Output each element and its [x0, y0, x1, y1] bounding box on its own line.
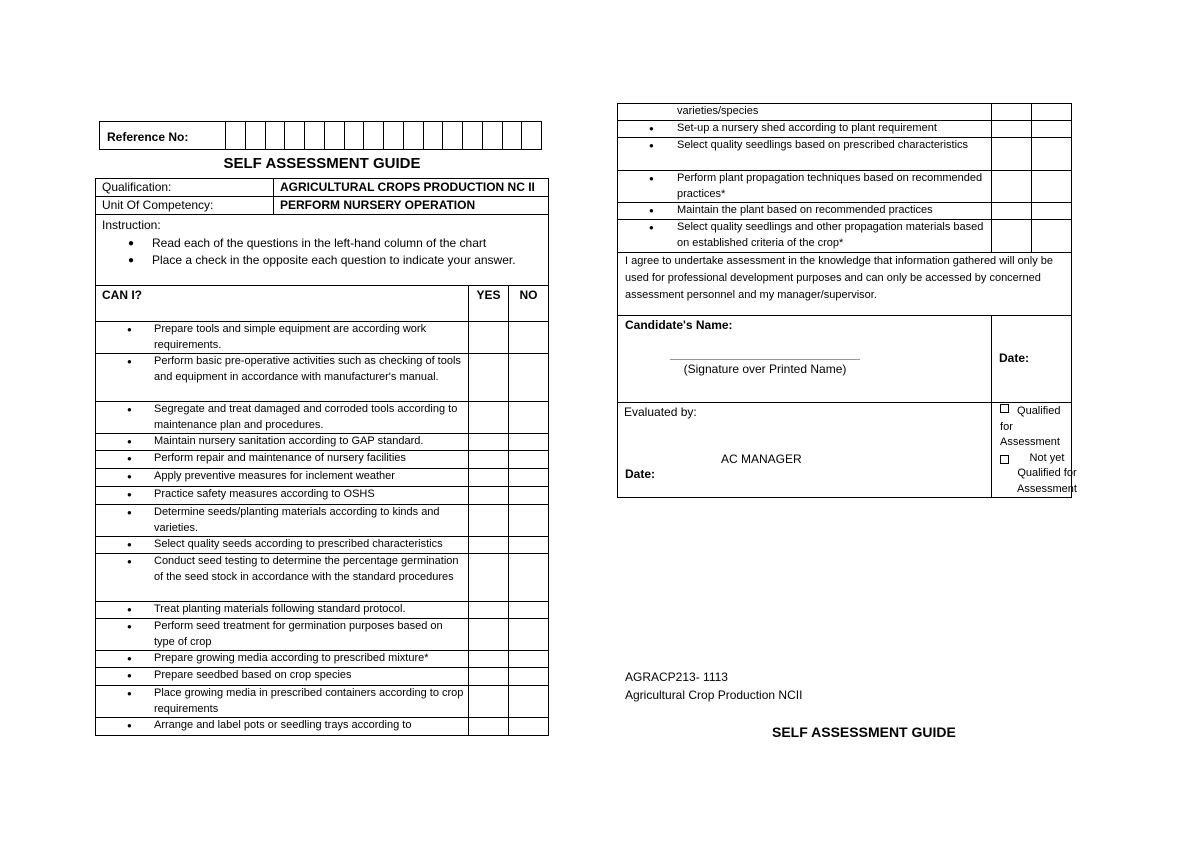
bullet-icon: ● [649, 174, 654, 183]
bullet-icon: ● [649, 124, 654, 133]
bullet-icon: ● [649, 223, 654, 232]
evaluator-name: AC MANAGER [721, 452, 802, 466]
no-checkbox-cell[interactable] [1032, 220, 1072, 253]
evaluation-date-label: Date: [625, 467, 656, 481]
table-row [96, 322, 549, 354]
table-row [96, 537, 549, 554]
yes-checkbox-cell[interactable] [992, 138, 1032, 171]
assessment-item [96, 651, 469, 668]
yes-checkbox-cell[interactable] [469, 402, 509, 434]
assessment-item-text: Determine seeds/planting materials according to kinds and varieties. [154, 506, 440, 534]
bullet-icon: ● [127, 437, 132, 446]
table-row [618, 104, 1072, 121]
assessment-item [618, 171, 992, 203]
assessment-item-text: Perform repair and maintenance of nursery facilities [154, 452, 406, 464]
bullet-icon: ● [127, 490, 132, 499]
bullet-icon: ● [127, 721, 132, 730]
instruction-label: Instruction: [102, 218, 161, 232]
yes-checkbox-cell[interactable] [469, 469, 509, 487]
bullet-icon: ● [127, 508, 132, 517]
qualification-label: Qualification: [96, 179, 274, 197]
bullet-icon: ● [127, 472, 132, 481]
no-checkbox-cell[interactable] [509, 651, 549, 668]
candidate-date-label: Date: [999, 351, 1030, 366]
table-row [618, 121, 1072, 138]
assessment-item-text: Perform seed treatment for germination purposes based on type of crop [154, 620, 443, 648]
assessment-item [618, 138, 992, 171]
assessment-item-text: Practice safety measures according to OSHS [154, 488, 375, 500]
yes-checkbox-cell[interactable] [469, 487, 509, 505]
reference-digit-box[interactable] [443, 122, 463, 150]
bullet-icon: ● [127, 689, 132, 698]
yes-checkbox-cell[interactable] [469, 686, 509, 718]
assessment-item-text: Place growing media in prescribed containers according to crop requirements [154, 687, 464, 715]
reference-digit-box[interactable] [463, 122, 483, 150]
assessment-item-text: Arrange and label pots or seedling trays according to [154, 719, 412, 731]
right-items-body [618, 104, 1072, 253]
assessment-table-continued [617, 103, 1077, 498]
competency-value: PERFORM NURSERY OPERATION [274, 197, 549, 215]
assessment-item-text: Maintain nursery sanitation according to GAP standard. [154, 435, 424, 447]
assessment-item-text: Prepare growing media according to prescribed mixture* [154, 652, 429, 664]
yes-checkbox-cell[interactable] [469, 322, 509, 354]
competency-label: Unit Of Competency: [96, 197, 274, 215]
qualification-value: AGRICULTURAL CROPS PRODUCTION NC II [274, 179, 549, 197]
yes-checkbox-cell[interactable] [992, 220, 1032, 253]
instruction-cell [96, 215, 549, 286]
candidate-date[interactable] [992, 316, 1072, 403]
no-checkbox-cell[interactable] [509, 487, 549, 505]
instruction-item: ● Place a check in the opposite each question to indicate your answer. [152, 252, 544, 270]
yes-checkbox-cell[interactable] [469, 651, 509, 668]
reference-digit-box[interactable] [364, 122, 384, 150]
page-title: SELF ASSESSMENT GUIDE [223, 155, 421, 172]
reference-label: Reference No: [100, 122, 226, 150]
footer-title: SELF ASSESSMENT GUIDE [772, 724, 956, 740]
assessment-item [96, 537, 469, 554]
assessment-item [96, 469, 469, 487]
reference-digit-box[interactable] [403, 122, 423, 150]
yes-checkbox-cell[interactable] [992, 104, 1032, 121]
yes-checkbox-cell[interactable] [992, 203, 1032, 220]
reference-digit-box[interactable] [344, 122, 364, 150]
yes-checkbox-cell[interactable] [992, 121, 1032, 138]
no-checkbox-cell[interactable] [509, 718, 549, 736]
yes-checkbox-cell[interactable] [469, 434, 509, 451]
yes-checkbox-cell[interactable] [469, 537, 509, 554]
bullet-icon: ● [649, 141, 654, 150]
evaluated-by-label: Evaluated by: [624, 405, 697, 419]
no-checkbox-cell[interactable] [509, 354, 549, 402]
candidate-cell [618, 316, 992, 403]
table-row [618, 138, 1072, 171]
table-row [96, 469, 549, 487]
assessment-item-text: Select quality seedlings and other propagation materials based on established criteria of the crop* [677, 221, 984, 249]
table-row [618, 220, 1072, 253]
no-checkbox-cell[interactable] [509, 469, 549, 487]
assessment-item-text: Prepare seedbed based on crop species [154, 669, 352, 681]
assessment-item [96, 718, 469, 736]
bullet-icon: ● [127, 454, 132, 463]
yes-header: YES [469, 286, 509, 322]
no-checkbox-cell[interactable] [1032, 171, 1072, 203]
yes-checkbox-cell[interactable] [469, 602, 509, 619]
yes-checkbox-cell[interactable] [469, 505, 509, 537]
yes-checkbox-cell[interactable] [469, 554, 509, 602]
no-checkbox-cell[interactable] [509, 602, 549, 619]
assessment-item-text: Perform basic pre-operative activities such as checking of tools and equipment in accordance with manufacturer's manual. [154, 355, 461, 383]
bullet-icon: ● [127, 654, 132, 663]
instruction-item: ● Read each of the questions in the left-hand column of the chart [152, 235, 544, 253]
no-checkbox-cell[interactable] [509, 322, 549, 354]
bullet-icon: ● [127, 622, 132, 631]
bullet-icon: ● [127, 671, 132, 680]
yes-checkbox-cell[interactable] [469, 668, 509, 686]
table-row [618, 171, 1072, 203]
reference-digit-box[interactable] [245, 122, 265, 150]
table-row [618, 203, 1072, 220]
table-row [96, 354, 549, 402]
yes-checkbox-cell[interactable] [469, 354, 509, 402]
assessment-item [96, 402, 469, 434]
assessment-item-text: Prepare tools and simple equipment are according work requirements. [154, 323, 427, 351]
assessment-result-cell [992, 403, 1077, 498]
no-checkbox-cell[interactable] [509, 686, 549, 718]
reference-digit-box[interactable] [502, 122, 522, 150]
assessment-item [618, 203, 992, 220]
continuation-text: varieties/species [618, 104, 992, 121]
instruction-list [102, 235, 544, 270]
can-i-header: CAN I? [96, 286, 469, 322]
assessment-item-text: Set-up a nursery shed according to plant requirement [677, 122, 937, 134]
assessment-item-text: Select quality seedlings based on prescribed characteristics [677, 139, 969, 151]
reference-digit-box[interactable] [265, 122, 285, 150]
bullet-icon: ● [127, 557, 132, 566]
table-row [96, 686, 549, 718]
bullet-icon: ● [649, 206, 654, 215]
reference-digit-box[interactable] [285, 122, 305, 150]
bullet-icon: ● [127, 325, 132, 334]
no-checkbox-cell[interactable] [509, 505, 549, 537]
qualified-label: Qualified for Assessment [1000, 405, 1061, 448]
reference-digit-box[interactable] [482, 122, 502, 150]
table-row [96, 434, 549, 451]
bullet-icon: ● [127, 405, 132, 414]
reference-digit-box[interactable] [226, 122, 246, 150]
table-row [96, 619, 549, 651]
checkbox-icon[interactable] [1000, 455, 1009, 464]
assessment-item-text: Conduct seed testing to determine the percentage germination of the seed stock in accordance with the standard procedures [154, 555, 459, 583]
reference-number-table [99, 121, 542, 150]
table-row [96, 602, 549, 619]
assessment-item [96, 554, 469, 602]
assessment-item-text: Apply preventive measures for inclement weather [154, 470, 395, 482]
signature-line[interactable]: _______________________________ [670, 348, 860, 361]
assessment-item [96, 668, 469, 686]
assessment-item-text: Treat planting materials following standard protocol. [154, 603, 406, 615]
not-qualified-option[interactable] [1000, 451, 1077, 498]
table-row [96, 487, 549, 505]
no-checkbox-cell[interactable] [509, 402, 549, 434]
table-row [96, 505, 549, 537]
assessment-table [95, 178, 549, 736]
qualified-option[interactable] [1000, 404, 1069, 451]
no-checkbox-cell[interactable] [1032, 138, 1072, 171]
no-checkbox-cell[interactable] [509, 619, 549, 651]
assessment-item [618, 121, 992, 138]
program-name: Agricultural Crop Production NCII [625, 688, 803, 702]
yes-checkbox-cell[interactable] [992, 171, 1032, 203]
reference-digit-box[interactable] [423, 122, 443, 150]
assessment-item [96, 451, 469, 469]
no-checkbox-cell[interactable] [1032, 203, 1072, 220]
no-checkbox-cell[interactable] [1032, 121, 1072, 138]
assessment-item [96, 686, 469, 718]
evaluation-cell [618, 403, 992, 498]
table-row [96, 554, 549, 602]
assessment-item [96, 434, 469, 451]
bullet-icon: ● [127, 540, 132, 549]
left-items-body [96, 322, 549, 736]
assessment-item [96, 505, 469, 537]
assessment-item [96, 619, 469, 651]
table-row [96, 451, 549, 469]
assessment-item [96, 322, 469, 354]
bullet-icon: ● [127, 605, 132, 614]
yes-checkbox-cell[interactable] [469, 718, 509, 736]
checkbox-icon[interactable] [1000, 404, 1009, 413]
assessment-item [96, 354, 469, 402]
reference-digit-box[interactable] [324, 122, 344, 150]
assessment-item [618, 220, 992, 253]
no-checkbox-cell[interactable] [509, 554, 549, 602]
no-checkbox-cell[interactable] [509, 537, 549, 554]
signature-caption: (Signature over Printed Name) [683, 361, 847, 376]
assessment-item [96, 602, 469, 619]
table-row [96, 402, 549, 434]
module-code: AGRACP213- 1113 [625, 670, 728, 684]
reference-digit-box[interactable] [384, 122, 404, 150]
no-checkbox-cell[interactable] [509, 451, 549, 469]
footer-info [625, 668, 802, 704]
table-row [96, 668, 549, 686]
table-row [96, 651, 549, 668]
yes-checkbox-cell[interactable] [469, 619, 509, 651]
bullet-icon: ● [127, 357, 132, 366]
not-qualified-label: Not yet Qualified for Assessment [1017, 451, 1077, 495]
assessment-item [96, 487, 469, 505]
assessment-item-text: Maintain the plant based on recommended practices [677, 204, 933, 216]
table-row [96, 718, 549, 736]
no-checkbox-cell[interactable] [509, 434, 549, 451]
assessment-item-text: Perform plant propagation techniques based on recommended practices* [677, 172, 983, 200]
assessment-item-text: Segregate and treat damaged and corroded tools according to maintenance plan and procedures. [154, 403, 458, 431]
no-header: NO [509, 286, 549, 322]
no-checkbox-cell[interactable] [509, 668, 549, 686]
reference-digit-box[interactable] [522, 122, 542, 150]
reference-digit-box[interactable] [305, 122, 325, 150]
assessment-item-text: Select quality seeds according to prescribed characteristics [154, 538, 443, 550]
candidate-name-label: Candidate's Name: [625, 318, 733, 332]
no-checkbox-cell[interactable] [1032, 104, 1072, 121]
agreement-statement: I agree to undertake assessment in the knowledge that information gathered will only be used for professional development purposes and can only be accessed by concerned assessment personnel and my manager/supervisor. [618, 253, 1072, 316]
yes-checkbox-cell[interactable] [469, 451, 509, 469]
